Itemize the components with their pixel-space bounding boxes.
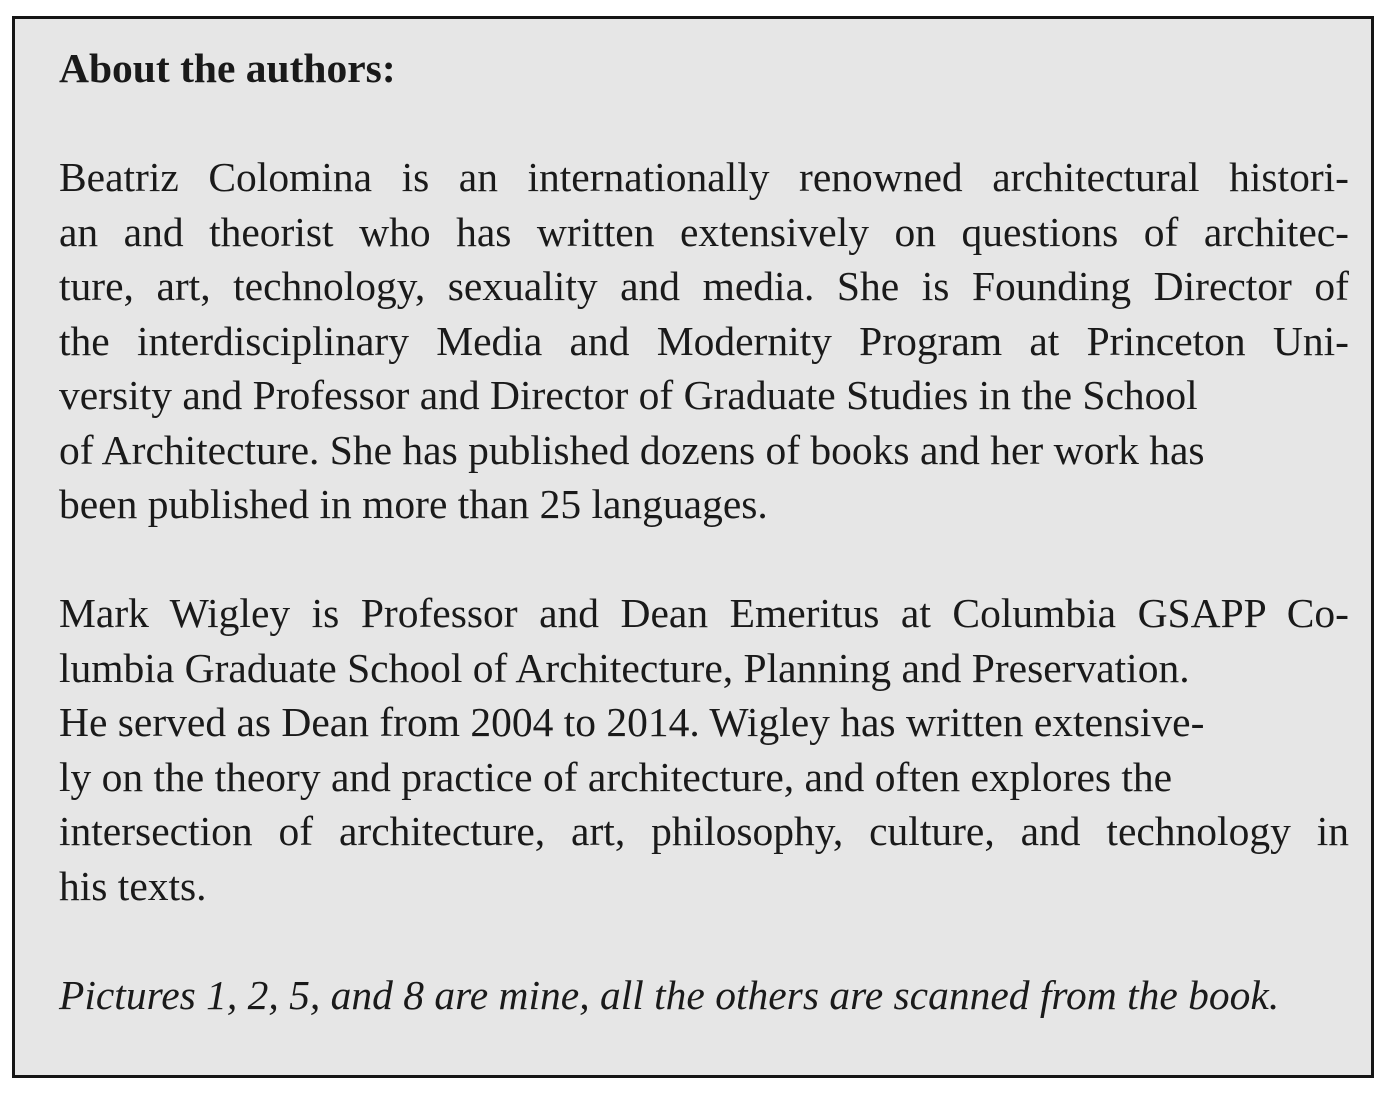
bio-line: He served as Dean from 2004 to 2014. Wigley has written extensive- [59, 699, 1205, 745]
picture-credits-note: Pictures 1, 2, 5, and 8 are mine, all the others are scanned from the book. [59, 971, 1280, 1018]
bio-line: an and theorist who has written extensively on questions of architec- [59, 208, 1349, 255]
bio-line: ture, art, technology, sexuality and media. She is Founding Director of [59, 263, 1349, 309]
bio-line: his texts. [59, 862, 207, 909]
bio-line: Mark Wigley is Professor and Dean Emeritus at Columbia GSAPP Co- [59, 590, 1349, 636]
bio-line: lumbia Graduate School of Architecture, Planning and Preservation. [59, 644, 1190, 691]
bio-line: of Architecture. She has published dozens of books and her work has [59, 426, 1205, 473]
bio-line: the interdisciplinary Media and Modernity Program at Princeton Uni- [59, 317, 1349, 364]
bio-line: been published in more than 25 languages. [59, 481, 768, 527]
bio-line: ly on the theory and practice of architecture, and often explores the [59, 753, 1173, 800]
bio-line: intersection of architecture, art, philosophy, culture, and technology in [59, 808, 1349, 854]
bio-line: versity and Professor and Director of Graduate Studies in the School [59, 372, 1198, 418]
author-bio-colomina [59, 150, 1349, 532]
bio-line: Beatriz Colomina is an internationally renowned architectural histori- [59, 154, 1349, 200]
author-bio-wigley [59, 586, 1349, 913]
section-heading: About the authors: [59, 45, 396, 91]
about-authors-content [59, 41, 1349, 1022]
about-authors-box [12, 16, 1374, 1078]
